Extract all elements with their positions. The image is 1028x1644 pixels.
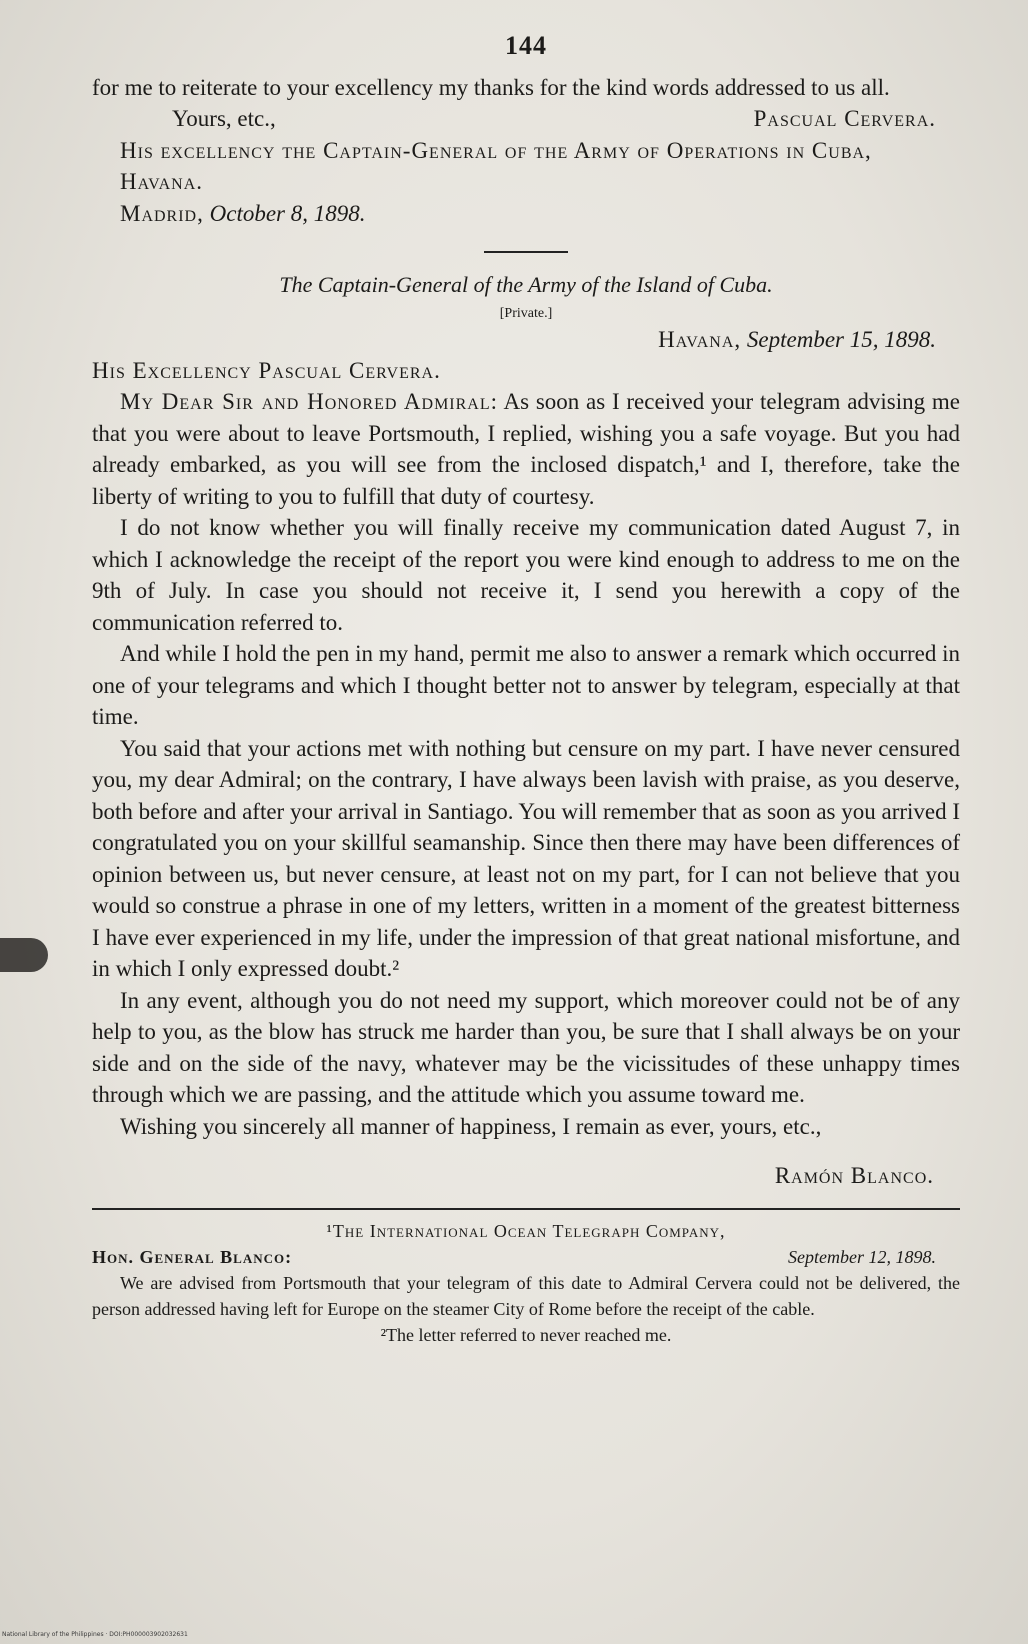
previous-letter-closing: Yours, etc., [172, 106, 276, 131]
footnote-1-addressee: Hon. General Blanco: [92, 1246, 293, 1267]
footnote-1-body: We are advised from Portsmouth that your telegram of this date to Admiral Cervera could not be delivered, the person addressed having left for Europe on the steamer City of Rome before the receipt of the cable. [92, 1272, 960, 1319]
previous-letter-dateline [92, 198, 960, 230]
footnote-1-address-row [92, 1244, 960, 1270]
letter-paragraph-6: Wishing you sincerely all manner of happiness, I remain as ever, yours, etc., [120, 1113, 822, 1139]
scan-artifact [0, 938, 48, 972]
letter-paragraph-1 [92, 386, 960, 512]
letter-signature: Ramón Blanco. [774, 1163, 934, 1188]
letter-paragraph-1-text: As soon as I received your telegram advising me that you were about to leave Portsmouth, I replied, wishing you a safe voyage. But you had already embarked, as you will see from the inclosed dispatch,¹ and I, therefore, take the liberty of writing to you to fulfill that duty of courtesy. [92, 389, 960, 509]
letter-date: September 15, 1898. [746, 326, 936, 352]
previous-letter-date-place: Madrid, [120, 200, 204, 226]
letter-salutation: My Dear Sir and Honored Admiral: [120, 389, 499, 414]
page-number: 144 [505, 31, 547, 60]
section-divider [484, 251, 568, 253]
footnote-1-heading: ¹The International Ocean Telegraph Company, [326, 1220, 726, 1241]
letter-place: Havana, [658, 326, 742, 352]
letter-addressee-text: His Excellency Pascual Cervera. [92, 357, 441, 383]
letter-addressee [92, 355, 960, 387]
previous-letter-date: October 8, 1898. [209, 200, 366, 226]
letter-paragraph-5: In any event, although you do not need my support, which moreover could not be of any help to you, as the blow has struck me harder than you, be sure that I shall always be on your side and on the side of the navy, whatever may be the vicissitudes of these unhappy times through which we are passing, and the attitude which you assume toward me. [92, 987, 960, 1107]
letter-paragraph-3: And while I hold the pen in my hand, permit me also to answer a remark which occurred in one of your telegrams and which I thought better not to answer by telegram, especially at that time. [92, 641, 960, 729]
footnote-2: ²The letter referred to never reached me. [380, 1324, 672, 1345]
letter-private-note: [Private.] [499, 305, 553, 321]
previous-letter-signature: Pascual Cervera. [753, 106, 936, 131]
letter-paragraph-4: You said that your actions met with nothing but censure on my part. I have never censured you, my dear Admiral; on the contrary, I have always been lavish with praise, as you deserve, both before and after your arrival in Santiago. You will remember that as soon as you arrived I congratulated you on your skillful seamanship. Since then there may have been differences of opinion between us, but never censure, at least not on my part, for I can not believe that you would so construe a phrase in one of my letters, written in a moment of the greatest bitterness I have ever experienced in my life, under the impression of that great national misfortune, and in which I only expressed doubt.² [92, 735, 961, 981]
letter-paragraph-2: I do not know whether you will finally receive my communication dated August 7, in which I acknowledge the receipt of the report you were kind enough to address to me on the 9th of July. In case you should not receive it, I send you herewith a copy of the communication referred to. [92, 515, 960, 635]
footnote-divider [92, 1208, 960, 1210]
previous-letter-addressee: His excellency the Captain-General of the Army of Operations in Cuba, Havana. [120, 137, 872, 194]
previous-letter-closing-row [92, 103, 960, 135]
letter-heading: The Captain-General of the Army of the Island of Cuba. [279, 272, 773, 297]
footnote-1-date: September 12, 1898. [788, 1246, 936, 1267]
letter-dateline [92, 325, 960, 355]
scan-footer: National Library of the Philippines · DOI:PH000003902032631 [2, 1631, 188, 1638]
footnotes [92, 1218, 960, 1348]
previous-letter-continuation: for me to reiterate to your excellency my thanks for the kind words addressed to us all. [92, 74, 890, 100]
page-content [92, 30, 960, 1348]
